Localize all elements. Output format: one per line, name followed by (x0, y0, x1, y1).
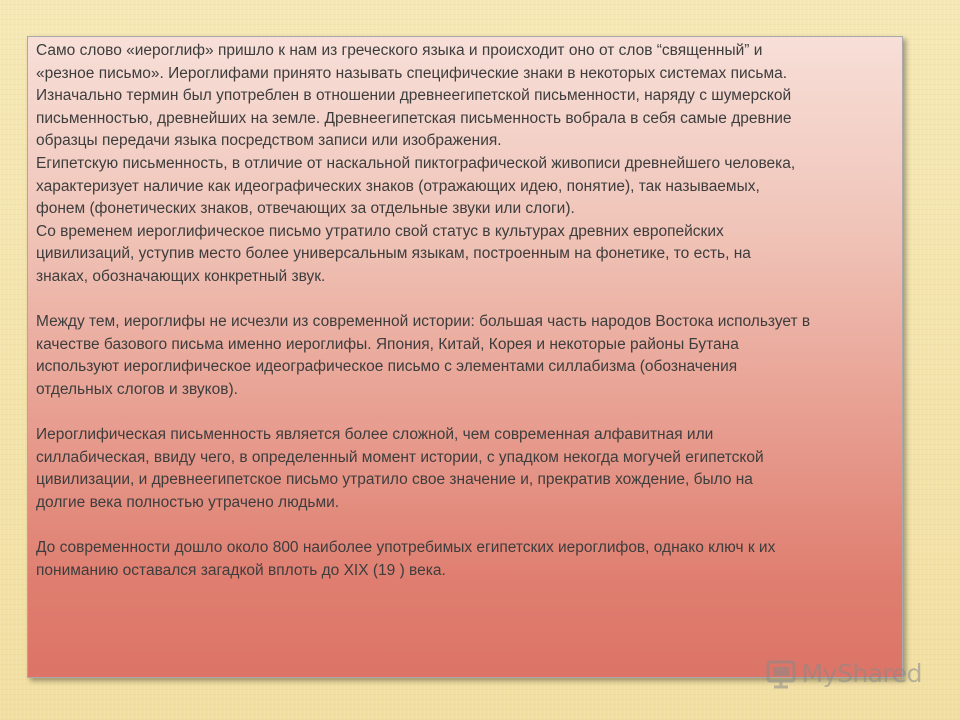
text-line: качестве базового письма именно иероглифы. Япония, Китай, Корея и некоторые районы Бутана (36, 335, 739, 353)
slide-body-text (36, 40, 898, 582)
text-line: цивилизаций, уступив место более универсальным языкам, построенным на фонетике, то есть, на (36, 245, 751, 263)
text-line: характеризует наличие как идеографических знаков (отражающих идею, понятие), так называемых, (36, 177, 760, 195)
paragraph-origin (36, 40, 898, 289)
text-line: Между тем, иероглифы не исчезли из современной истории: большая часть народов Востока использует в (36, 313, 811, 331)
text-line: используют иероглифическое идеографическое письмо с элементами силлабизма (обозначения (36, 358, 738, 376)
text-line: знаках, обозначающих конкретный звук. (36, 267, 326, 285)
watermark-brand: MyShared (801, 658, 922, 688)
paragraph-gap (36, 402, 898, 425)
paragraph-complexity (36, 424, 898, 514)
text-line: долгие века полностью утрачено людьми. (36, 493, 340, 511)
text-line: отдельных слогов и звуков). (36, 380, 238, 398)
text-line: пониманию оставался загадкой вплоть до XIX (19 ) века. (36, 561, 446, 579)
text-line: силлабическая, ввиду чего, в определенный момент истории, с упадком некогда могучей египетской (36, 448, 764, 466)
paragraph-east-asia (36, 311, 898, 401)
presentation-board-icon (764, 656, 798, 690)
text-line: письменностью, древнейших на земле. Древнеегипетская письменность вобрала в себя самые древние (36, 109, 792, 127)
text-line: Египетскую письменность, в отличие от наскальной пиктографической живописи древнейшего человека, (36, 154, 796, 172)
text-line: Само слово «иероглиф» пришло к нам из греческого языка и происходит оно от слов “священный” и (36, 42, 763, 59)
text-line: «резное письмо». Иероглифами принято называть специфические знаки в некоторых системах письма. (36, 64, 788, 82)
text-line: образцы передачи языка посредством записи или изображения. (36, 132, 502, 150)
text-line: До современности дошло около 800 наиболее употребимых египетских иероглифов, однако ключ к их (36, 539, 776, 557)
paragraph-gap (36, 289, 898, 312)
paragraph-gap (36, 514, 898, 537)
myshared-watermark (764, 656, 922, 690)
paragraph-surviving-hieroglyphs (36, 537, 898, 582)
text-line: Изначально термин был употреблен в отношении древнеегипетской письменности, наряду с шумерской (36, 87, 792, 105)
text-line: фонем (фонетических знаков, отвечающих за отдельные звуки или слоги). (36, 200, 575, 218)
text-line: Со временем иероглифическое письмо утратило свой статус в культурах древних европейских (36, 222, 724, 240)
text-line: Иероглифическая письменность является более сложной, чем современная алфавитная или (36, 426, 714, 444)
text-line: цивилизации, и древнеегипетское письмо утратило свое значение и, прекратив хождение, было на (36, 471, 753, 489)
